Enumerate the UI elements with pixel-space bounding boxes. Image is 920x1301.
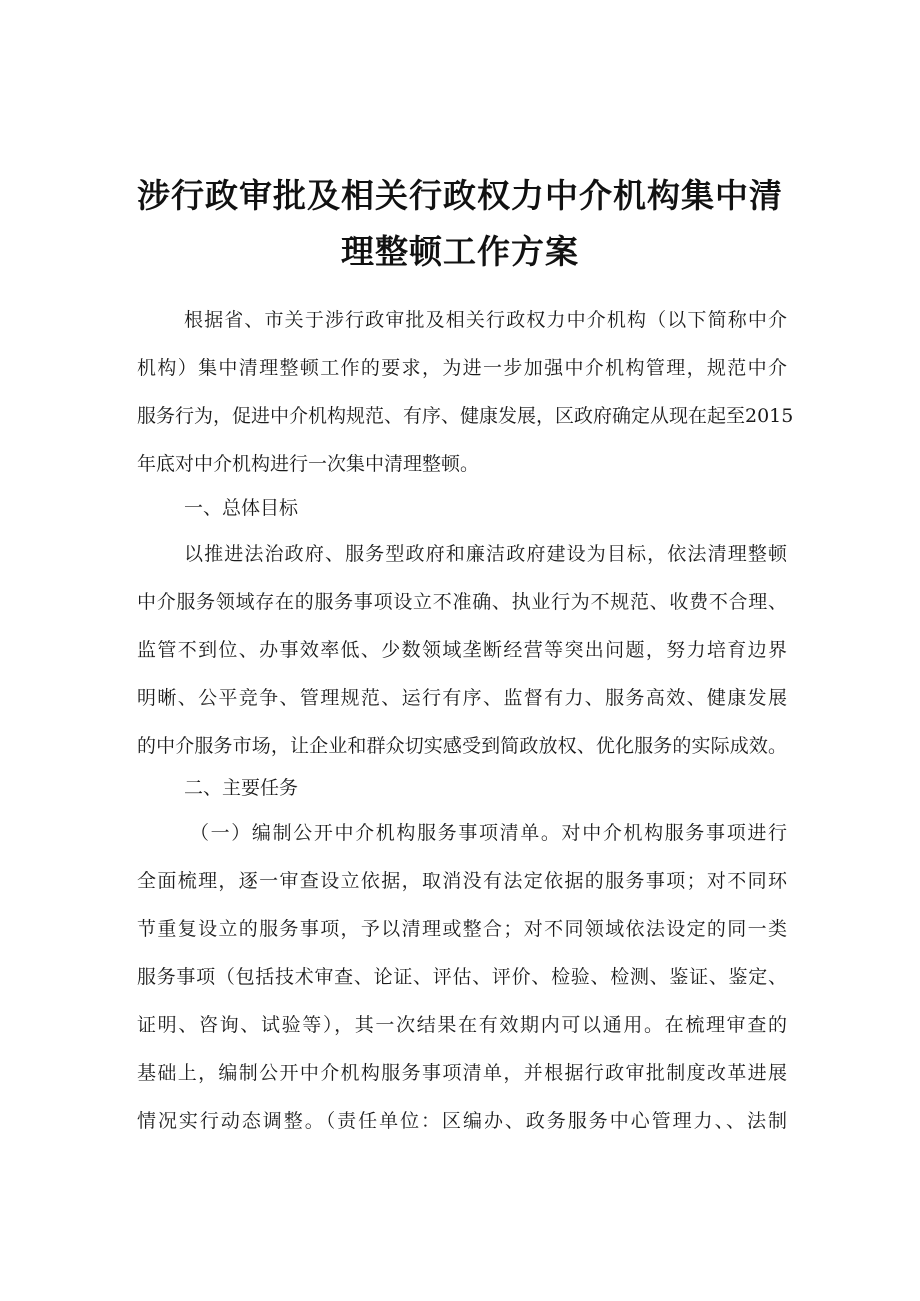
section2-item1-line: （一）编制公开中介机构服务事项清单。对中介机构服务事项进行 [190, 822, 787, 844]
intro-line: 服务行为，促进中介机构规范、有序、健康发展，区政府确定从现在起至2015 [137, 405, 794, 427]
section2-item1-line: 情况实行动态调整。（责任单位：区编办、政务服务中心管理力、、法制 [137, 1110, 787, 1132]
section-heading-main-tasks: 二、主要任务 [184, 777, 299, 799]
document-title-line-1: 涉行政审批及相关行政权力中介机构集中清 [137, 176, 783, 215]
intro-line: 根据省、市关于涉行政审批及相关行政权力中介机构（以下简称中介 [184, 309, 787, 331]
section2-item1-line: 证明、咨询、试验等），其一次结果在有效期内可以通用。在梳理审查的 [137, 1014, 787, 1036]
section1-line: 以推进法治政府、服务型政府和廉洁政府建设为目标，依法清理整顿 [184, 543, 787, 565]
section1-line: 监管不到位、办事效率低、少数领域垄断经营等突出问题，努力培育边界 [137, 639, 787, 661]
section2-item1-line: 服务事项（包括技术审查、论证、评估、评价、检验、检测、鉴证、鉴定、 [137, 966, 787, 988]
section1-line: 中介服务领域存在的服务事项设立不准确、执业行为不规范、收费不合理、 [137, 591, 787, 613]
section1-line: 明晰、公平竞争、管理规范、运行有序、监督有力、服务高效、健康发展 [137, 687, 787, 709]
intro-line: 机构）集中清理整顿工作的要求，为进一步加强中介机构管理，规范中介 [137, 357, 787, 379]
section2-item1-line: 基础上，编制公开中介机构服务事项清单，并根据行政审批制度改革进展 [137, 1062, 787, 1084]
section2-item1-line: 全面梳理，逐一审查设立依据，取消没有法定依据的服务事项；对不同环 [137, 870, 787, 892]
section-heading-overall-goal: 一、总体目标 [184, 497, 299, 519]
document-title-line-2: 理整顿工作方案 [341, 232, 579, 271]
section1-line: 的中介服务市场，让企业和群众切实感受到简政放权、优化服务的实际成效。 [137, 735, 787, 757]
section2-item1-line: 节重复设立的服务事项，予以清理或整合；对不同领域依法设定的同一类 [137, 918, 787, 940]
intro-line: 年底对中介机构进行一次集中清理整顿。 [137, 453, 480, 475]
